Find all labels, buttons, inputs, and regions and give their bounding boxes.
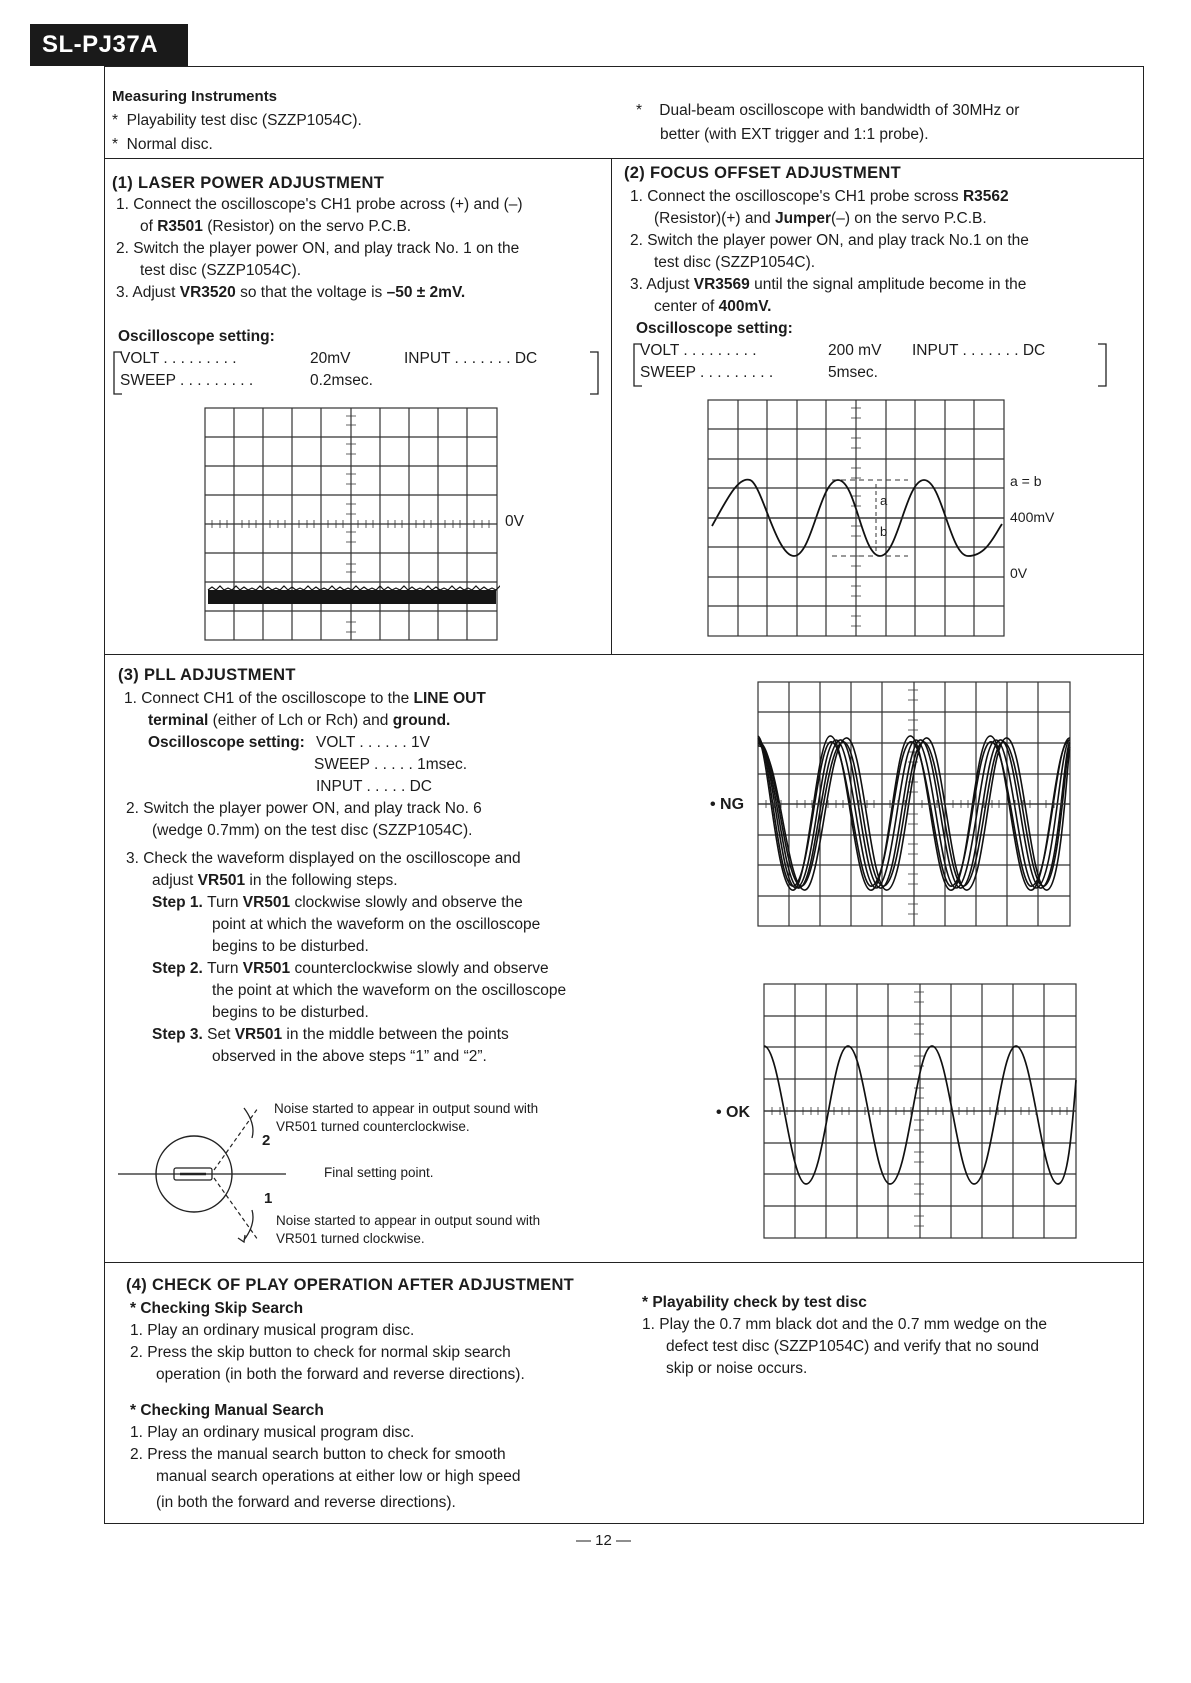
laser-osc-title: Oscilloscope setting: — [118, 328, 275, 345]
focus-step2b: test disc (SZZP1054C). — [654, 254, 816, 271]
manual-step2a: 2. Press the manual search button to check for smooth — [130, 1446, 506, 1463]
laser-step2a: 2. Switch the player power ON, and play track No. 1 on the — [116, 240, 520, 257]
page-number: — 12 — — [576, 1532, 632, 1549]
divider-check — [104, 1262, 1144, 1263]
manual-title: * Checking Manual Search — [130, 1402, 324, 1419]
pll-step-1a: Step 1. Turn VR501 clockwise slowly and observe the — [152, 894, 523, 911]
laser-noise-trace — [208, 590, 496, 604]
laser-step1b: of R3501 (Resistor) on the servo P.C.B. — [140, 218, 412, 235]
laser-step2b: test disc (SZZP1054C). — [140, 262, 302, 279]
divider-sections — [104, 654, 1144, 655]
pll-volt: VOLT . . . . . . 1V — [316, 734, 430, 751]
note-cw-1: Noise started to appear in output sound with — [276, 1213, 541, 1228]
pll-sweep: SWEEP . . . . . 1msec. — [314, 756, 468, 773]
instruments-title: Measuring Instruments — [112, 88, 278, 105]
focus-input: INPUT . . . . . . . DC — [912, 342, 1046, 359]
pll-step1b: terminal (either of Lch or Rch) and ground. — [148, 712, 451, 729]
focus-step3b: center of 400mV. — [654, 298, 772, 315]
focus-volt: VOLT . . . . . . . . . — [640, 342, 757, 359]
focus-label-0v: 0V — [1010, 565, 1028, 581]
scope-line2: better (with EXT trigger and 1:1 probe). — [660, 126, 929, 143]
laser-volt: VOLT . . . . . . . . . — [120, 350, 237, 367]
playability-step1c: skip or noise occurs. — [666, 1360, 808, 1377]
focus-sweep-value: 5msec. — [828, 364, 878, 381]
playability-step1a: 1. Play the 0.7 mm black dot and the 0.7 mm wedge on the — [642, 1316, 1047, 1333]
vr501-diagram — [118, 1098, 288, 1248]
focus-sweep: SWEEP . . . . . . . . . — [640, 364, 774, 381]
laser-bracket-right — [586, 350, 602, 396]
laser-scope-screen — [200, 404, 500, 644]
skip-step1: 1. Play an ordinary musical program disc. — [130, 1322, 415, 1339]
vr501-num-1: 1 — [264, 1190, 273, 1207]
focus-step1a: 1. Connect the oscilloscope's CH1 probe scross R3562 — [630, 188, 1009, 205]
focus-step3a: 3. Adjust VR3569 until the signal amplitude become in the — [630, 276, 1027, 293]
manual-step1: 1. Play an ordinary musical program disc. — [130, 1424, 415, 1441]
instrument-item: * Normal disc. — [112, 136, 213, 153]
focus-label-400mv: 400mV — [1010, 509, 1055, 525]
pll-step-2a: Step 2. Turn VR501 counterclockwise slowly and observe — [152, 960, 549, 977]
laser-sweep-value: 0.2msec. — [310, 372, 373, 389]
pll-step-3a: Step 3. Set VR501 in the middle between the points — [152, 1026, 509, 1043]
focus-label-b: b — [880, 524, 888, 539]
pll-osc-label: Oscilloscope setting: — [148, 734, 305, 751]
pll-step-3b: observed in the above steps “1” and “2”. — [212, 1048, 487, 1065]
playability-title: * Playability check by test disc — [642, 1294, 867, 1311]
scope-line1: * Dual-beam oscilloscope with bandwidth of 30MHz or — [636, 102, 1020, 119]
pll-step1a: 1. Connect CH1 of the oscilloscope to the LINE OUT — [124, 690, 486, 707]
playability-step1b: defect test disc (SZZP1054C) and verify that no sound — [666, 1338, 1040, 1355]
skip-title: * Checking Skip Search — [130, 1300, 304, 1317]
focus-title: (2) FOCUS OFFSET ADJUSTMENT — [624, 164, 901, 182]
pll-input: INPUT . . . . . DC — [316, 778, 432, 795]
focus-label-a: a — [880, 493, 888, 508]
ok-label: • OK — [716, 1104, 751, 1121]
pll-step-2c: begins to be disturbed. — [212, 1004, 369, 1021]
pll-step2a: 2. Switch the player power ON, and play track No. 6 — [126, 800, 482, 817]
focus-bracket-left — [630, 342, 646, 388]
focus-step2a: 2. Switch the player power ON, and play track No.1 on the — [630, 232, 1029, 249]
pll-title: (3) PLL ADJUSTMENT — [118, 666, 296, 684]
focus-label-ab: a = b — [1010, 473, 1042, 489]
ng-scope-screen — [754, 678, 1074, 930]
divider-vertical — [611, 158, 612, 654]
ok-scope-screen — [760, 980, 1080, 1242]
laser-input: INPUT . . . . . . . DC — [404, 350, 538, 367]
skip-step2b: operation (in both the forward and reverse directions). — [156, 1366, 525, 1383]
focus-bracket-right — [1094, 342, 1110, 388]
focus-scope-screen — [704, 396, 1014, 642]
check-title: (4) CHECK OF PLAY OPERATION AFTER ADJUSTMENT — [126, 1276, 575, 1294]
vr501-num-2: 2 — [262, 1132, 271, 1149]
note-ccw-2: VR501 turned counterclockwise. — [276, 1119, 470, 1134]
note-cw-2: VR501 turned clockwise. — [276, 1231, 425, 1246]
laser-title: (1) LASER POWER ADJUSTMENT — [112, 174, 385, 192]
model-badge: SL-PJ37A — [30, 24, 188, 66]
pll-step-2b: the point at which the waveform on the oscilloscope — [212, 982, 567, 999]
instrument-item: * Playability test disc (SZZP1054C). — [112, 112, 362, 129]
focus-volt-value: 200 mV — [828, 342, 882, 359]
pll-step3b: adjust VR501 in the following steps. — [152, 872, 398, 889]
skip-step2a: 2. Press the skip button to check for normal skip search — [130, 1344, 511, 1361]
laser-bracket-left — [110, 350, 126, 396]
note-ccw-1: Noise started to appear in output sound with — [274, 1101, 539, 1116]
pll-step2b: (wedge 0.7mm) on the test disc (SZZP1054C). — [152, 822, 473, 839]
divider-instruments — [104, 158, 1144, 159]
pll-step3a: 3. Check the waveform displayed on the oscilloscope and — [126, 850, 521, 867]
pll-step-1b: point at which the waveform on the oscilloscope — [212, 916, 541, 933]
manual-step2c: (in both the forward and reverse directions). — [156, 1494, 456, 1511]
laser-step1a: 1. Connect the oscilloscope's CH1 probe across (+) and (–) — [116, 196, 523, 213]
laser-zero-label: 0V — [505, 513, 524, 530]
manual-step2b: manual search operations at either low or high speed — [156, 1468, 521, 1485]
focus-step1b: (Resistor)(+) and Jumper(–) on the servo P.C.B. — [654, 210, 987, 227]
ng-label: • NG — [710, 796, 745, 813]
laser-volt-value: 20mV — [310, 350, 351, 367]
focus-osc-title: Oscilloscope setting: — [636, 320, 793, 337]
laser-sweep: SWEEP . . . . . . . . . — [120, 372, 254, 389]
laser-step3: 3. Adjust VR3520 so that the voltage is –50 ± 2mV. — [116, 284, 466, 301]
note-final: Final setting point. — [324, 1165, 434, 1180]
pll-step-1c: begins to be disturbed. — [212, 938, 369, 955]
